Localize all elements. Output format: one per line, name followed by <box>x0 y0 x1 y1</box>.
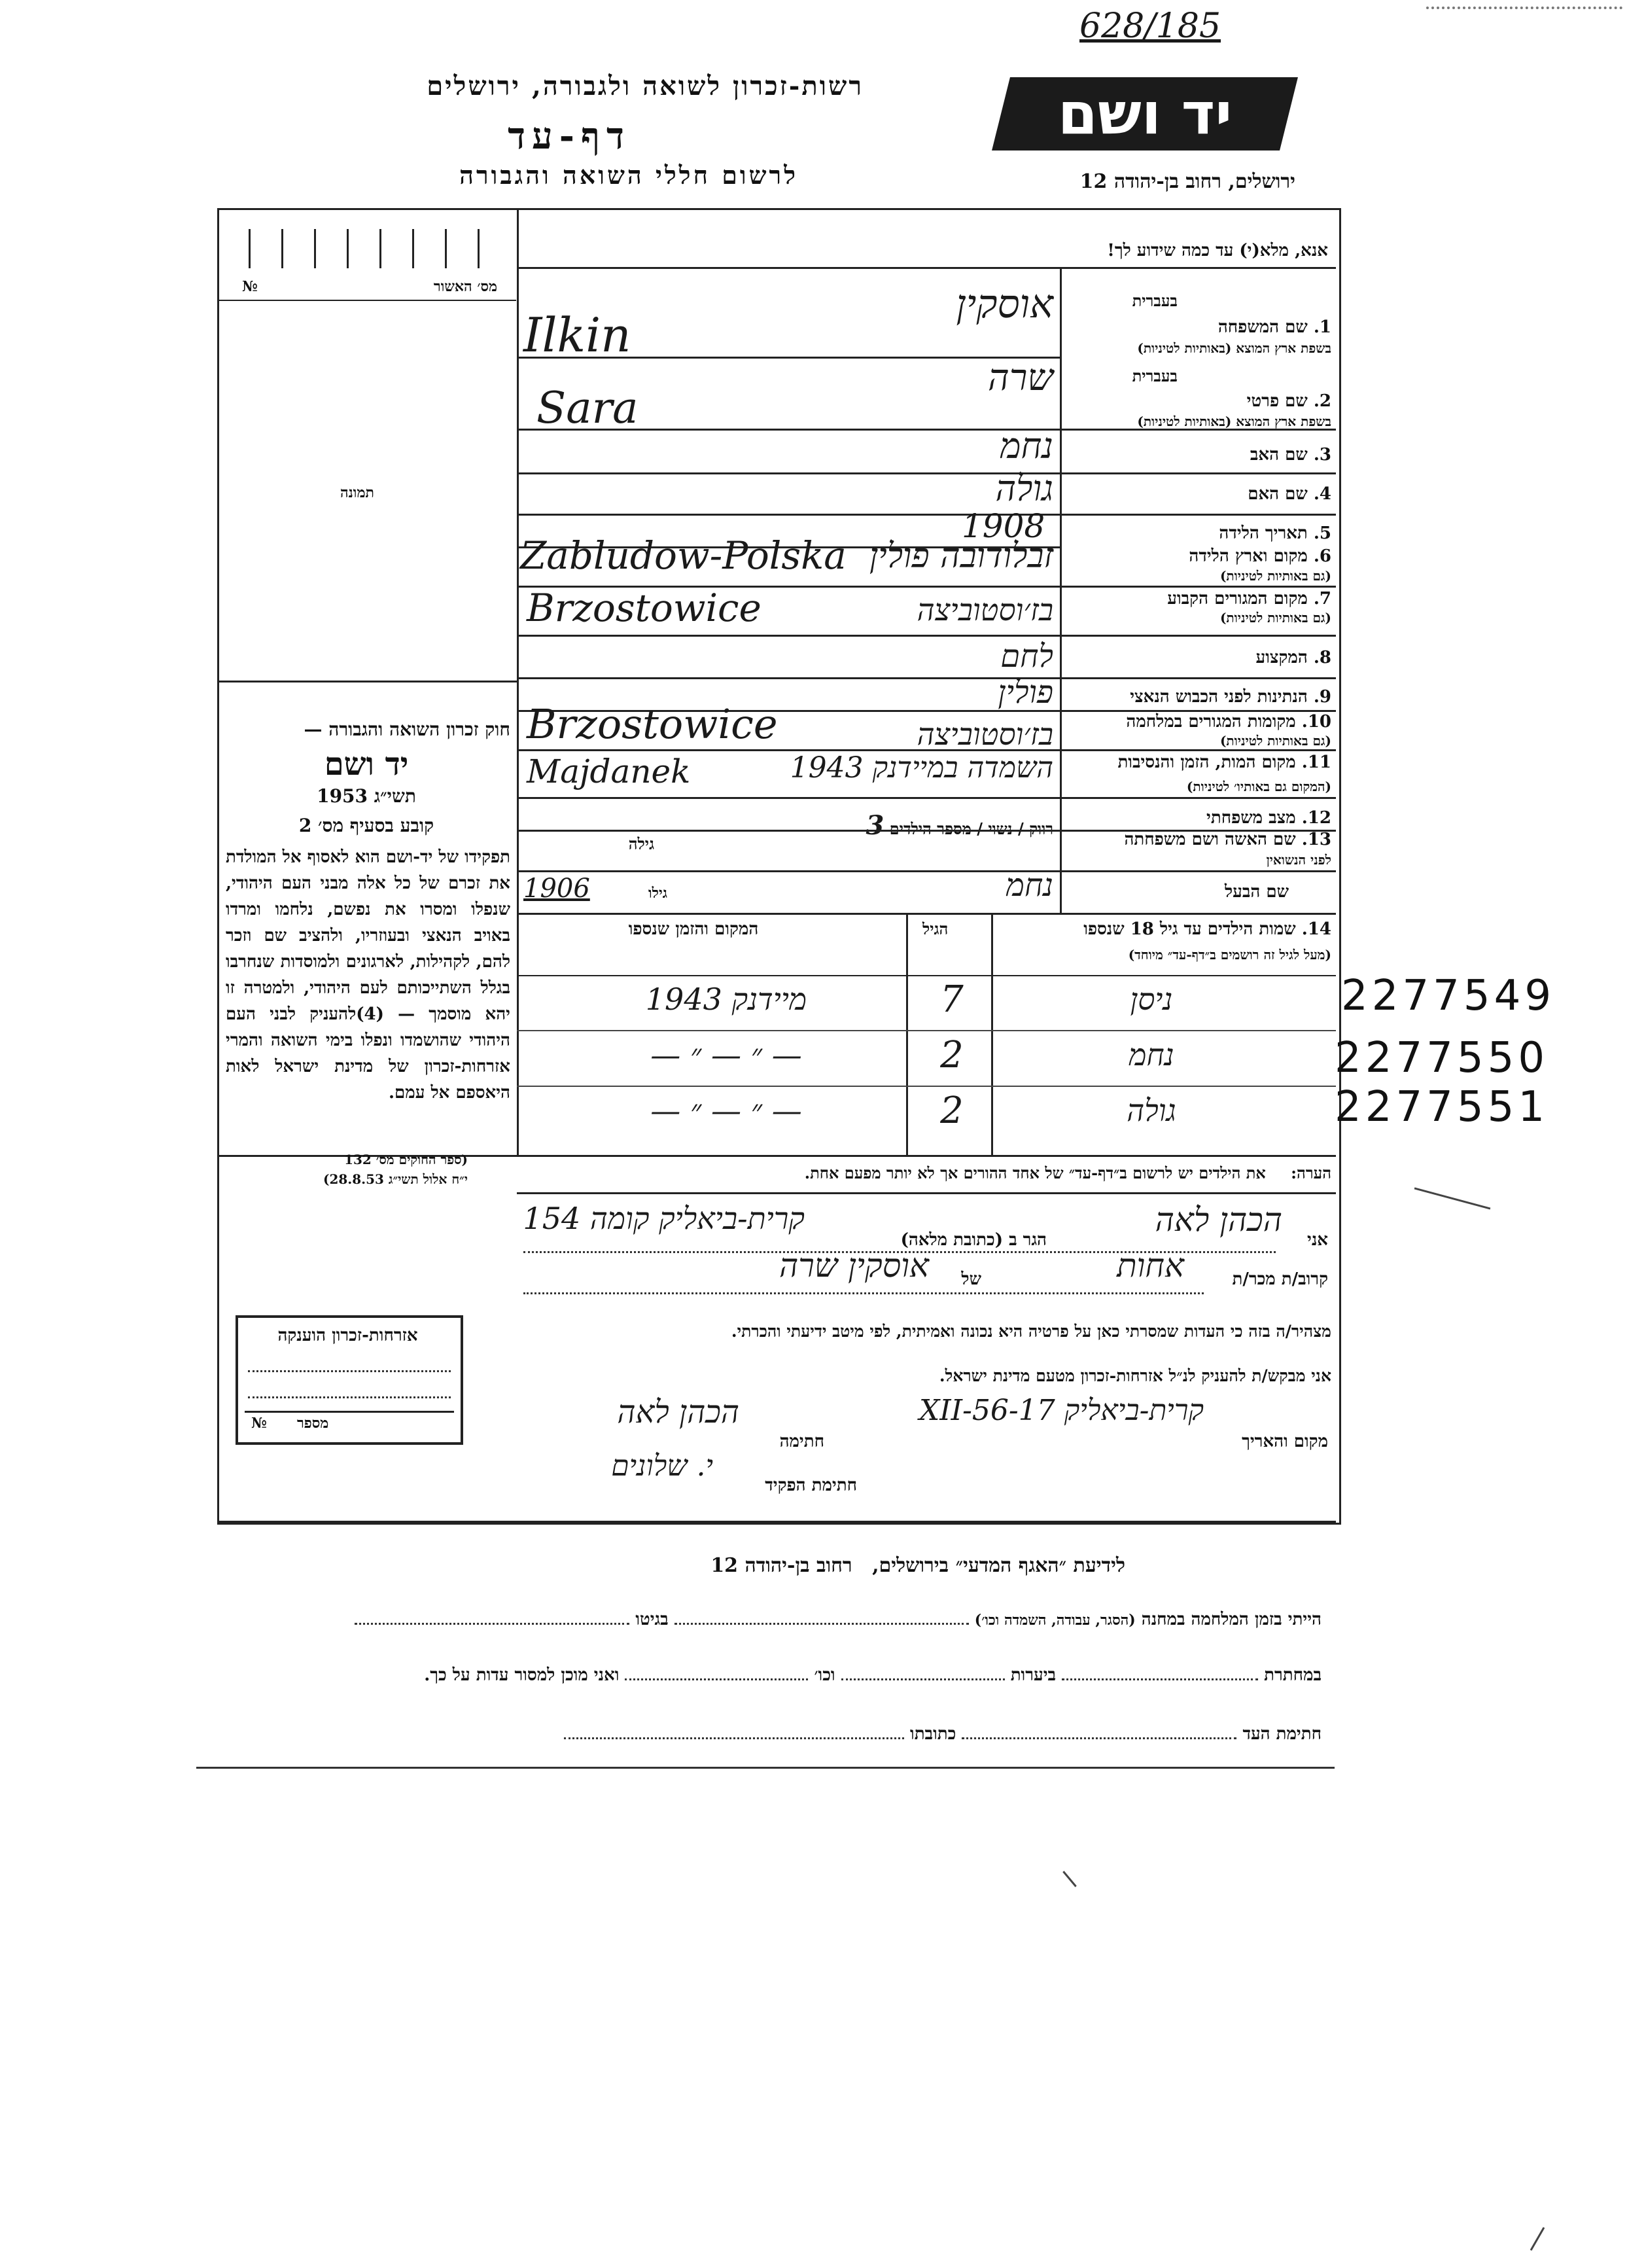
husband-age-value[interactable]: 1906 <box>523 874 590 904</box>
field-13-age-label: גילה <box>628 834 654 853</box>
children-title: 14. שמות הילדים עד גיל 18 שנספו <box>1083 919 1331 939</box>
footer-witness-signature-field[interactable] <box>962 1737 1236 1739</box>
officer-signature-value[interactable]: י. שלונים <box>611 1449 713 1483</box>
field-5-label: 5. תאריך הלידה <box>1219 523 1331 543</box>
field-2-hebrew-value[interactable]: שרה <box>988 357 1053 399</box>
law-title: חוק זכרון השואה והגבורה — <box>304 718 510 740</box>
field-11-hebrew-value[interactable]: השמדה במיידנק 1943 <box>790 751 1053 785</box>
field-6-latin-value[interactable]: Zabludow-Polska <box>520 533 847 578</box>
certificate-number-label: מספר <box>297 1415 329 1432</box>
field-8-value[interactable]: לחם <box>1000 638 1053 675</box>
field-1-note: בשפת ארץ המוצא (באותיות לטיניות) <box>1137 340 1331 356</box>
scan-mark <box>1414 1188 1491 1210</box>
witness-of-value[interactable]: אוסקין שרה <box>779 1247 929 1285</box>
instruction: אנא, מלא(י) עד כמה שידוע לך! <box>1107 241 1328 260</box>
law-text: תפקידו של יד-ושם הוא לאסוף אל המולדת את זכרם של כל אלה מבני העם היהודי, שנפלו ומסרו את נפשם, נלחמו ומרדו באויב הנאצי ובעוזריו, ולהציב שם וזכר להם, לקהילות, לארגונים ולמוסדות שנחרבו בגלל השתייכותם לעם היהודי, ולמטרה זו יהא מוסמך — (4)להעניק לבני העם היהודי שהושמדו ונפלו בימי השואה והמרי אזרחות-זכרון של מדינת ישראל לאות היאספם אל עמם. <box>226 847 510 1103</box>
field-11-label: 11. מקום המות, הזמן והנסיבות <box>1117 753 1331 772</box>
photo-label: תמונה <box>340 484 374 501</box>
witness-of-label: של <box>961 1269 981 1289</box>
field-7-note: (גם באותיות לטיניות) <box>1219 610 1331 626</box>
corner-stamp-marks <box>1426 7 1622 21</box>
witness-i-value[interactable]: הכהן לאה <box>1155 1201 1282 1239</box>
witness-resident-label: הגר ב (כתובת מלאה) <box>900 1230 1047 1250</box>
note-row: הערה: את הילדים יש לרשום ב״דף-עד״ של אחד ההורים אך לא יותר מפעם אחת. <box>804 1163 1331 1182</box>
witness-declaration: מצהיר/ה בזה כי העדות שמסרתי כאן על פרטיה היא נכונה ואמיתית, לפי מיטב ידיעתי והכרתי. <box>731 1322 1331 1341</box>
husband-value[interactable]: נחמ <box>1006 867 1053 904</box>
field-9-value[interactable]: פולין <box>998 674 1053 711</box>
certificate-title: אזרחות-זכרון הוענקה <box>277 1326 418 1345</box>
field-2-hebrew-tag: בעברית <box>1132 366 1178 385</box>
field-7-latin-value[interactable]: Brzostowice <box>527 586 762 630</box>
field-10-hebrew-value[interactable]: בז׳וסטוביצה <box>917 717 1053 752</box>
law-source: (ספר החוקים מס׳ 132 <box>344 1152 468 1167</box>
law-year: תשי״ג 1953 <box>317 785 416 807</box>
field-7-label: 7. מקום המגורים הקבוע <box>1167 589 1331 609</box>
law-name: יד ושם <box>324 746 409 783</box>
child-name[interactable]: נחמ <box>1129 1037 1174 1072</box>
address: ירושלים, רחוב בן-יהודה 12 <box>1079 170 1295 193</box>
field-8-label: 8. המקצוע <box>1255 648 1331 667</box>
field-13-label: 13. שם האשה ושם משפחתה <box>1124 830 1331 849</box>
field-13-note: לפני הנשואין <box>1266 852 1331 868</box>
field-9-label: 9. הנתינות לפני הכבוש הנאצי <box>1130 687 1331 707</box>
field-6-note: (גם באותיות לטיניות) <box>1219 568 1331 584</box>
field-12-label: 12. מצב משפחתי <box>1206 808 1331 828</box>
form-subtitle: לרשום חללי השואה והגבורה <box>459 160 798 190</box>
child-age[interactable]: 2 <box>940 1034 964 1076</box>
witness-place-date-label: מקום והאריך <box>1242 1432 1328 1451</box>
children-place-header: המקום והזמן שנספו <box>628 919 759 939</box>
witness-signature-label: חתימה <box>779 1432 824 1451</box>
witness-i-label: אני <box>1307 1230 1328 1250</box>
field-3-label: 3. שם האב <box>1250 445 1331 465</box>
field-3-value[interactable]: נחמ <box>1000 425 1053 467</box>
field-7-hebrew-value[interactable]: בז׳וסטוביצה <box>917 592 1053 628</box>
field-1-hebrew-value[interactable]: אוסקין <box>956 281 1053 327</box>
field-11-note: (המקום גם באותיו׳ לטיניות) <box>1186 779 1331 794</box>
child-name[interactable]: ניסן <box>1130 982 1173 1017</box>
field-1-latin-value[interactable]: Ilkin <box>523 308 631 363</box>
footer-bottom-border <box>196 1767 1335 1769</box>
footer-line-3: חתימת העד כתובתו <box>222 1724 1322 1744</box>
record-number-1: 2277549 <box>1341 972 1556 1020</box>
field-1-label: 1. שם המשפחה <box>1217 317 1331 337</box>
children-title-note: (מעל לגיל זה רושמים ב״דף-עד״ מיוחד) <box>1128 947 1331 963</box>
scan-mark <box>1530 2227 1545 2250</box>
field-2-latin-value[interactable]: Sara <box>536 383 639 433</box>
child-place-time[interactable]: — ״ — ״ — <box>650 1037 802 1072</box>
child-age[interactable]: 7 <box>940 978 964 1021</box>
witness-relation-label: קרוב/ת מכר/ת <box>1232 1269 1328 1289</box>
child-place-time[interactable]: — ״ — ״ — <box>650 1093 802 1128</box>
logo-text: יד ושם <box>1057 80 1233 147</box>
footer-line-2: במחתרת ביערות וכו׳ ואני מוכן למסור עדות על כך. <box>424 1665 1322 1685</box>
footer-forest-field[interactable] <box>841 1678 1005 1680</box>
scan-mark <box>1062 1871 1077 1887</box>
field-5-value[interactable]: 1908 <box>962 507 1045 545</box>
certificate-number-sign: № <box>251 1415 267 1432</box>
witness-request: אני מבקש/ת להעניק לנ״ל אזרחות-זכרון מטעם מדינת ישראל. <box>939 1366 1331 1385</box>
record-number-3: 2277551 <box>1335 1083 1549 1131</box>
record-number-2: 2277550 <box>1335 1034 1549 1082</box>
field-1-hebrew-tag: בעברית <box>1132 291 1178 310</box>
footer-title: לידיעת ״האגף המדעי״ בירושלים, רחוב בן-יהודה 12 <box>710 1554 1125 1577</box>
institution-name: רשות-זכרון לשואה ולגבורה, ירושלים <box>427 71 864 101</box>
husband-label: שם הבעל <box>1224 882 1289 902</box>
approval-no-label: מס׳ האשור <box>433 278 497 295</box>
field-10-label: 10. מקומות המגורים במלחמה <box>1126 712 1331 732</box>
footer-ghetto-field[interactable] <box>355 1623 629 1625</box>
archive-reference: 628/185 <box>1079 7 1221 46</box>
field-10-latin-value[interactable]: Brzostowice <box>527 700 778 748</box>
field-11-latin-value[interactable]: Majdanek <box>527 753 691 790</box>
field-4-label: 4. שם האם <box>1248 484 1331 504</box>
law-clause: קובע בסעיף מס׳ 2 <box>298 815 434 836</box>
field-6-label: 6. מקום וארץ הלידה <box>1189 546 1331 566</box>
witness-place-date-value[interactable]: קרית-ביאליק 17-XII-56 <box>919 1394 1204 1427</box>
witness-resident-value[interactable]: קרית-ביאליק קומה 154 <box>523 1201 805 1236</box>
field-12-value[interactable]: רווק / נשוי / מספר הילדים 3 <box>866 810 1053 841</box>
form-title: דף-עד <box>508 115 631 158</box>
footer-witness-address-field[interactable] <box>564 1737 904 1739</box>
witness-relation-value[interactable]: אחות <box>1117 1247 1184 1285</box>
footer-etc-field[interactable] <box>625 1678 808 1680</box>
children-table-row <box>517 975 1336 1031</box>
child-name[interactable]: גולה <box>1127 1093 1176 1128</box>
children-age-header: הגיל <box>922 919 949 938</box>
certificate-box <box>236 1315 463 1445</box>
witness-signature-value[interactable]: הכהן לאה <box>617 1394 739 1430</box>
child-place-time[interactable]: מיידנק 1943 <box>645 982 807 1017</box>
child-age[interactable]: 2 <box>940 1090 964 1132</box>
field-4-value[interactable]: גולה <box>995 468 1053 509</box>
footer-underground-field[interactable] <box>1062 1678 1258 1680</box>
approval-no-sign: № <box>242 278 258 295</box>
children-table-row <box>517 1086 1336 1142</box>
field-6-hebrew-value[interactable]: זבלודובה פולין <box>869 537 1053 576</box>
footer-line-1: הייתי בזמן המלחמה במחנה (הסגר, עבודה, השמדה וכו׳) בגיטו <box>222 1610 1322 1629</box>
officer-signature-label: חתימת הפקיד <box>765 1476 857 1495</box>
field-2-note: בשפת ארץ המוצא (באותיות לטיניות) <box>1137 414 1331 429</box>
law-source-date: י״ח אלול תשי״ג 28.8.53) <box>323 1171 468 1187</box>
field-2-label: 2. שם פרטי <box>1246 391 1331 411</box>
approval-number-boxes[interactable] <box>249 229 510 268</box>
footer-camp-field[interactable] <box>674 1623 969 1625</box>
husband-age-label: גילו <box>648 885 667 902</box>
field-10-note: (גם באותיות לטיניות) <box>1219 733 1331 749</box>
children-table-row <box>517 1031 1336 1086</box>
